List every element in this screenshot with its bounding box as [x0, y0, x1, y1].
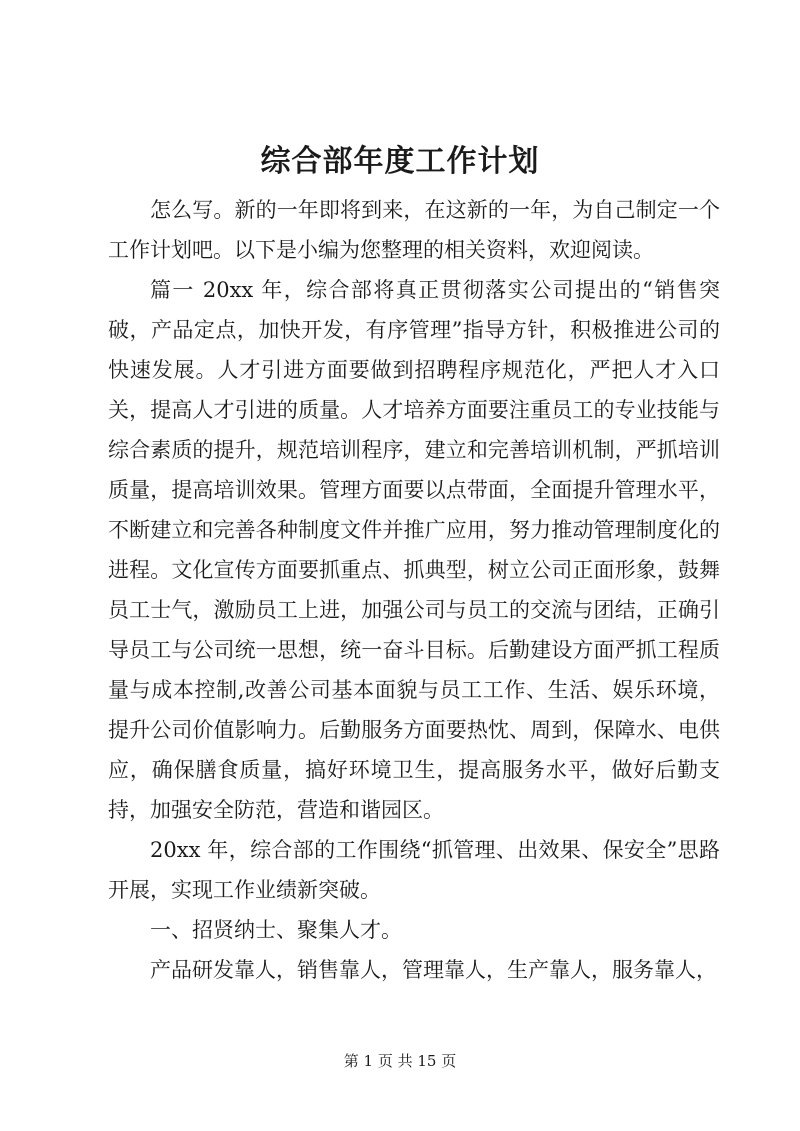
document-body: [108, 190, 720, 990]
document-title: 综合部年度工作计划: [260, 144, 540, 179]
page-footer: 第 1 页 共 15 页: [343, 1052, 457, 1070]
paragraph-heading-one: 一、招贤纳士、聚集人才。: [150, 918, 402, 942]
paragraph-goal: 20xx 年，综合部的工作围绕“抓管理、出效果、保安全”思路开展，实现工作业绩新突破。: [108, 838, 720, 902]
paragraph-talent: 产品研发靠人，销售靠人，管理靠人，生产靠人，服务靠人，: [150, 958, 717, 982]
paragraph-section-one: 篇一 20xx 年，综合部将真正贯彻落实公司提出的“销售突破，产品定点，加快开发，有序管理”指导方针，积极推进公司的快速发展。人才引进方面要做到招聘程序规范化，严把人才入口关，提高人才引进的质量。人才培养方面要注重员工的专业技能与综合素质的提升，规范培训程序，建立和完善培训机制，严抓培训质量，提高培训效果。管理方面要以点带面，全面提升管理水平，不断建立和完善各种制度文件并推广应用，努力推动管理制度化的进程。文化宣传方面要抓重点、抓典型，树立公司正面形象，鼓舞员工士气，激励员工上进，加强公司与员工的交流与团结，正确引导员工与公司统一思想，统一奋斗目标。后勤建设方面严抓工程质量与成本控制,改善公司基本面貌与员工工作、生活、娱乐环境，提升公司价值影响力。后勤服务方面要热忱、周到，保障水、电供应，确保膳食质量，搞好环境卫生，提高服务水平，做好后勤支持，加强安全防范，营造和谐园区。: [108, 278, 720, 822]
paragraph-intro: 怎么写。新的一年即将到来，在这新的一年，为自己制定一个工作计划吧。以下是小编为您整理的相关资料，欢迎阅读。: [108, 198, 720, 262]
